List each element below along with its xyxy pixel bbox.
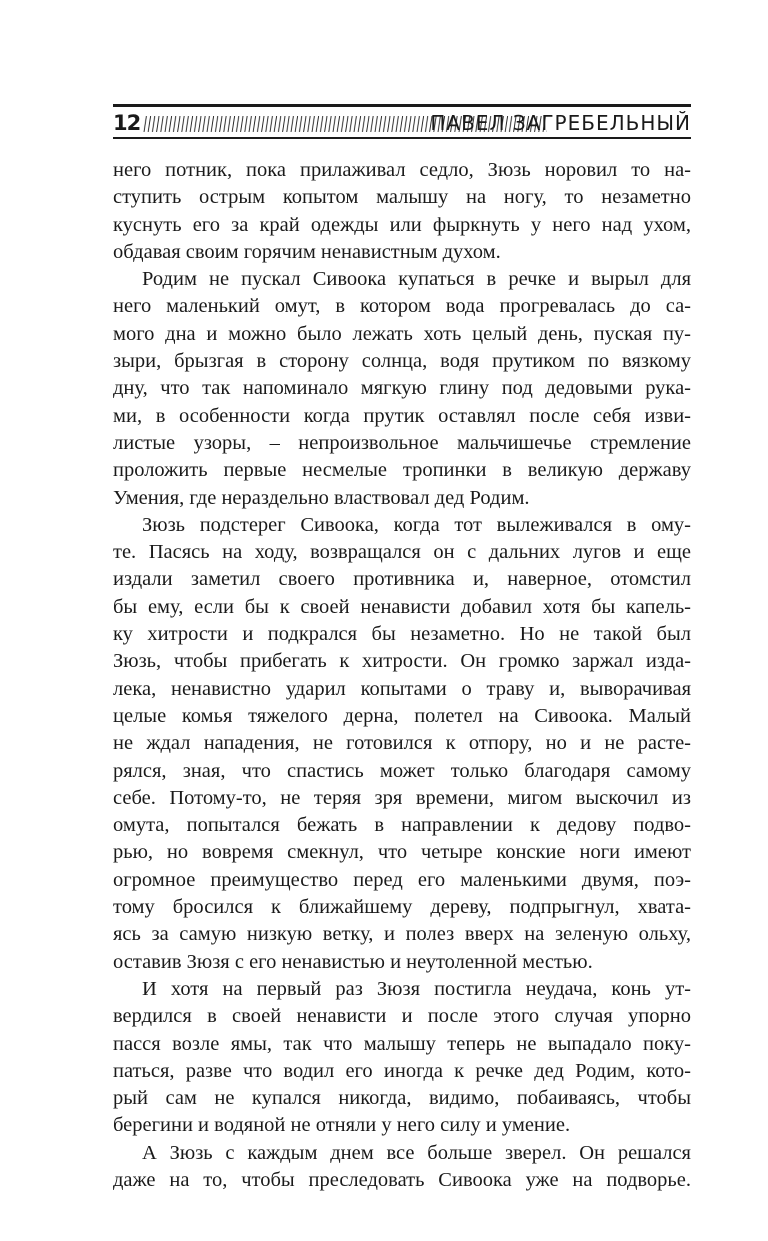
text-line: Зюзь подстерег Сивоока, когда тот вылеживался в ому- bbox=[142, 513, 691, 536]
text-line: обдавая своим горячим ненавистным духом. bbox=[113, 240, 501, 263]
text-line: не ждал нападения, не готовился к отпору, но и не расте- bbox=[113, 732, 691, 755]
text-line: издали заметил своего противника и, наверное, отомстил bbox=[113, 568, 691, 591]
text-line: него потник, пока прилаживал седло, Зюзь норовил то на- bbox=[113, 159, 691, 181]
text-line: ку хитрости и подкрался бы незаметно. Но не такой был bbox=[113, 623, 691, 646]
page-header bbox=[113, 104, 691, 144]
text-line: куснуть его за край одежды или фыркнуть у него над ухом, bbox=[113, 213, 691, 236]
text-line: Зюзь, чтобы прибегать к хитрости. Он громко заржал изда- bbox=[113, 650, 691, 673]
running-title: ПАВЕЛ ЗАГРЕБЕЛЬНЫЙ bbox=[430, 111, 691, 135]
text-line: рый сам не купался никогда, видимо, побаиваясь, чтобы bbox=[113, 1087, 691, 1110]
text-line: рью, но вовремя смекнул, что четыре конские ноги имеют bbox=[113, 841, 691, 864]
text-line: бы ему, если бы к своей ненависти добавил хотя бы капель- bbox=[113, 595, 691, 618]
page-number: 12 bbox=[113, 111, 141, 135]
text-line: паться, разве что водил его иногда к речке дед Родим, кото- bbox=[113, 1059, 691, 1082]
text-line: ми, в особенности когда прутик оставлял после себя изви- bbox=[113, 404, 691, 427]
header-top-rule bbox=[113, 104, 691, 107]
text-line: вердился в своей ненависти и после этого случая упорно bbox=[113, 1005, 691, 1028]
text-line: А Зюзь с каждым днем все больше зверел. Он решался bbox=[142, 1141, 691, 1164]
text-line: Умения, где нераздельно властвовал дед Родим. bbox=[113, 486, 530, 509]
text-line: оставив Зюзя с его ненавистью и неутоленной местью. bbox=[113, 950, 593, 973]
text-line: Родим не пускал Сивоока купаться в речке и вырыл для bbox=[142, 268, 691, 291]
text-line: листые узоры, – непроизвольное мальчишечье стремление bbox=[113, 431, 691, 454]
text-line: пасся возле ямы, так что малышу теперь не выпадало поку- bbox=[113, 1032, 691, 1055]
text-line: мого дна и можно было лежать хоть целый день, пуская пу- bbox=[113, 322, 691, 345]
text-line: ступить острым копытом малышу на ногу, то незаметно bbox=[113, 186, 691, 209]
text-line: рялся, зная, что спастись может только благодаря самому bbox=[113, 759, 691, 782]
text-line: лека, ненавистно ударил копытами о траву и, выворачивая bbox=[113, 677, 691, 700]
text-line: себе. Потому-то, не теряя зря времени, мигом выскочил из bbox=[113, 786, 691, 809]
text-line: те. Пасясь на ходу, возвращался он с дальних лугов и еще bbox=[113, 541, 691, 564]
text-line: дну, что так напоминало мягкую глину под дедовыми рука- bbox=[113, 377, 691, 400]
text-line: даже на то, чтобы преследовать Сивоока уже на подворье. bbox=[113, 1168, 691, 1191]
body-text bbox=[113, 157, 691, 1194]
text-line: целые комья тяжелого дерна, полетел на Сивоока. Малый bbox=[113, 704, 691, 727]
text-line: И хотя на первый раз Зюзя постигла неудача, конь ут- bbox=[142, 977, 691, 1000]
text-line: зыри, брызгая в сторону солнца, водя прутиком по вязкому bbox=[113, 350, 691, 373]
text-line: него маленький омут, в котором вода прогревалась до са- bbox=[113, 295, 691, 318]
header-bottom-rule bbox=[113, 137, 691, 139]
text-line: берегини и водяной не отняли у него силу и умение. bbox=[113, 1114, 571, 1137]
text-line: тому бросился к ближайшему дереву, подпрыгнул, хвата- bbox=[113, 896, 691, 919]
text-line: омута, попытался бежать в направлении к дедову подво- bbox=[113, 814, 691, 837]
text-line: огромное преимущество перед его маленькими двумя, поэ- bbox=[113, 868, 691, 891]
text-line: ясь за самую низкую ветку, и полез вверх на зеленую ольху, bbox=[113, 923, 691, 946]
text-line: проложить первые несмелые тропинки в великую державу bbox=[113, 459, 691, 482]
